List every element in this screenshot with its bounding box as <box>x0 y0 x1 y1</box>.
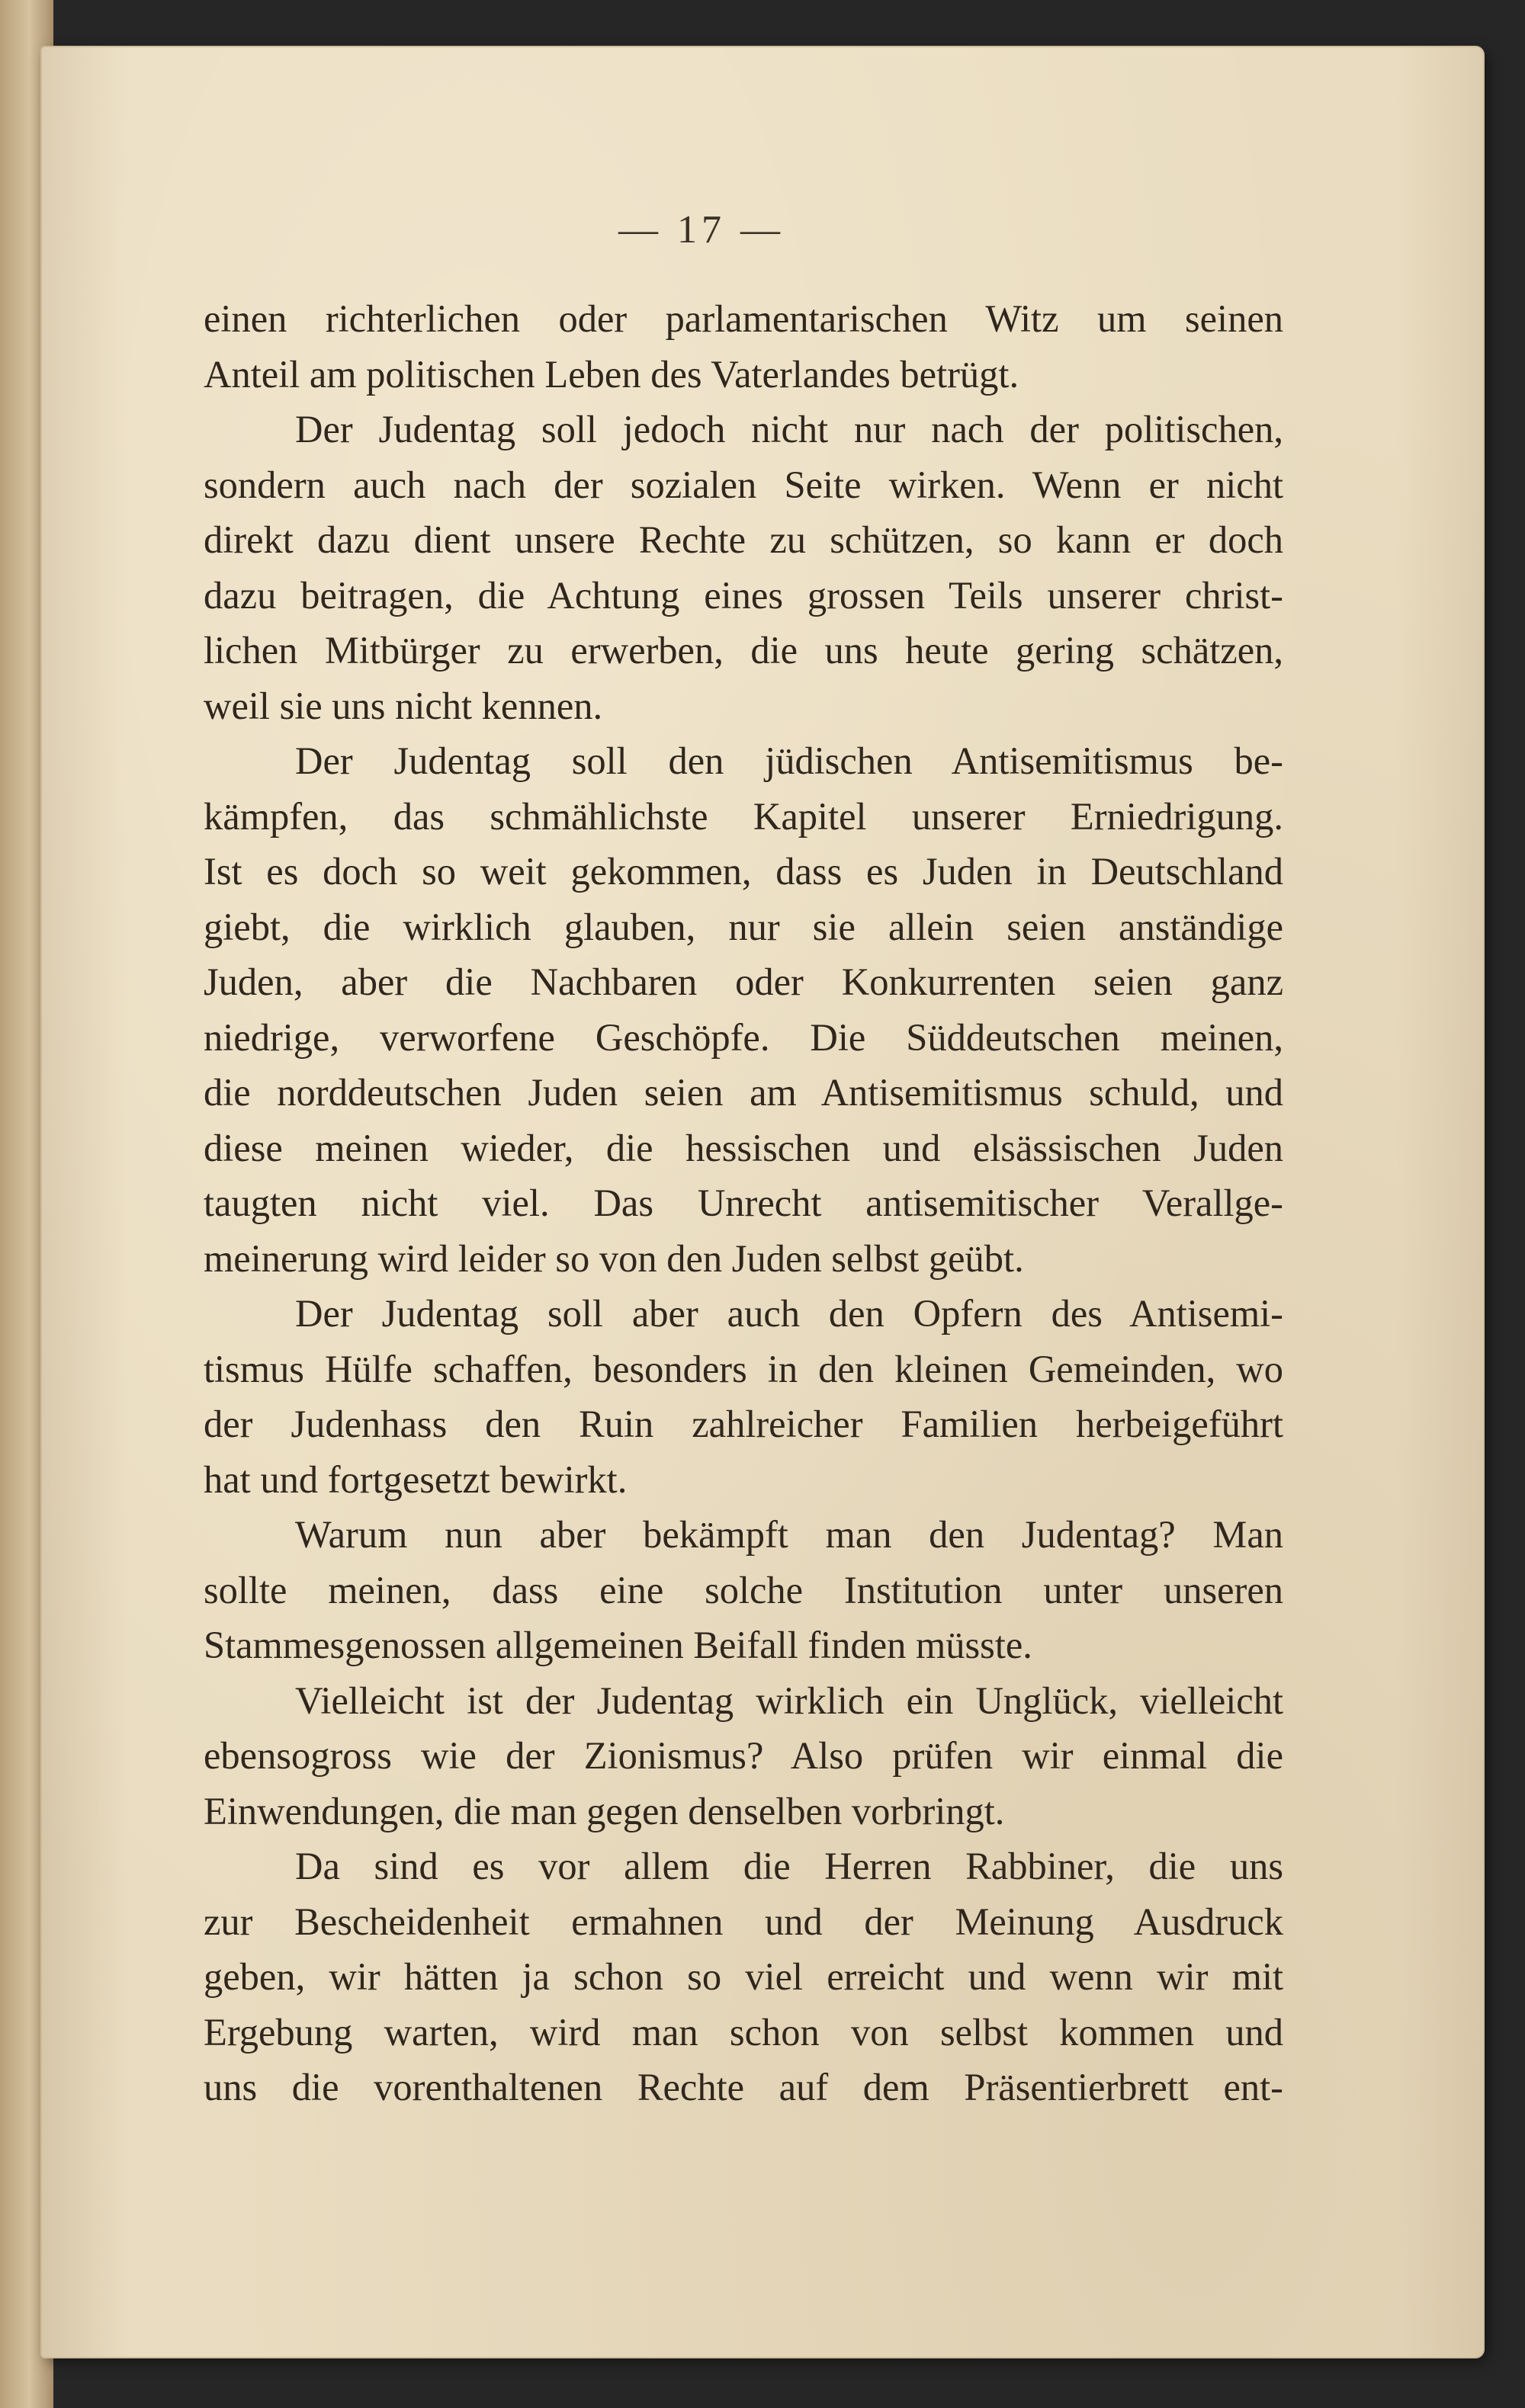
text-line: ebensogross wie der Zionismus? Also prüfen wir einmal die <box>204 1734 1283 1777</box>
text-line: niedrige, verworfene Geschöpfe. Die Süddeutschen meinen, <box>204 1015 1283 1059</box>
text-line: direkt dazu dient unsere Rechte zu schützen, so kann er doch <box>204 518 1283 561</box>
text-line: weil sie uns nicht kennen. <box>204 684 603 727</box>
page-number: — 17 — <box>618 208 785 252</box>
text-line: Warum nun aber bekämpft man den Judentag? Man <box>295 1513 1283 1556</box>
text-line: meinerung wird leider so von den Juden selbst geübt. <box>204 1236 1024 1280</box>
text-line: sollte meinen, dass eine solche Institution unter unseren <box>204 1568 1283 1611</box>
text-line: kämpfen, das schmählichste Kapitel unserer Erniedrigung. <box>204 794 1283 838</box>
text-line: dazu beitragen, die Achtung eines grossen Teils unserer christ- <box>204 573 1283 617</box>
text-line: Der Judentag soll jedoch nicht nur nach der politischen, <box>295 408 1283 450</box>
text-line: geben, wir hätten ja schon so viel erreicht und wenn wir mit <box>204 1955 1283 1998</box>
text-line: hat und fortgesetzt bewirkt. <box>204 1457 628 1501</box>
text-line: Anteil am politischen Leben des Vaterlandes betrügt. <box>204 352 1019 396</box>
text-line: Der Judentag soll den jüdischen Antisemitismus be- <box>295 739 1283 782</box>
text-line: einen richterlichen oder parlamentarischen Witz um seinen <box>204 297 1283 340</box>
text-line: taugten nicht viel. Das Unrecht antisemitischer Verallge- <box>204 1182 1283 1224</box>
text-line: Ist es doch so weit gekommen, dass es Juden in Deutschland <box>204 850 1283 893</box>
text-line: Stammesgenossen allgemeinen Beifall finden müsste. <box>204 1624 1032 1666</box>
body-text <box>204 291 1283 2115</box>
text-line: Vielleicht ist der Judentag wirklich ein Unglück, vielleicht <box>295 1679 1283 1722</box>
text-line: sondern auch nach der sozialen Seite wirken. Wenn er nicht <box>204 463 1283 506</box>
text-line: tismus Hülfe schaffen, besonders in den kleinen Gemeinden, wo <box>204 1347 1283 1390</box>
book-page <box>42 47 1483 2357</box>
text-line: zur Bescheidenheit ermahnen und der Meinung Ausdruck <box>204 1900 1283 1943</box>
text-line: lichen Mitbürger zu erwerben, die uns heute gering schätzen, <box>204 629 1283 672</box>
text-line: Da sind es vor allem die Herren Rabbiner, die uns <box>295 1845 1283 1887</box>
text-line: giebt, die wirklich glauben, nur sie allein seien anständige <box>204 905 1283 948</box>
text-line: Einwendungen, die man gegen denselben vorbringt. <box>204 1789 1005 1832</box>
text-line: Ergebung warten, wird man schon von selbst kommen und <box>204 2010 1283 2054</box>
text-line: uns die vorenthaltenen Rechte auf dem Präsentierbrett ent- <box>204 2066 1283 2108</box>
text-line: die norddeutschen Juden seien am Antisemitismus schuld, und <box>204 1071 1283 1114</box>
text-line: diese meinen wieder, die hessischen und elsässischen Juden <box>204 1126 1283 1169</box>
text-line: der Judenhass den Ruin zahlreicher Familien herbeigeführt <box>204 1403 1283 1445</box>
text-line: Der Judentag soll aber auch den Opfern des Antisemi- <box>295 1292 1283 1335</box>
text-line: Juden, aber die Nachbaren oder Konkurrenten seien ganz <box>204 960 1283 1003</box>
